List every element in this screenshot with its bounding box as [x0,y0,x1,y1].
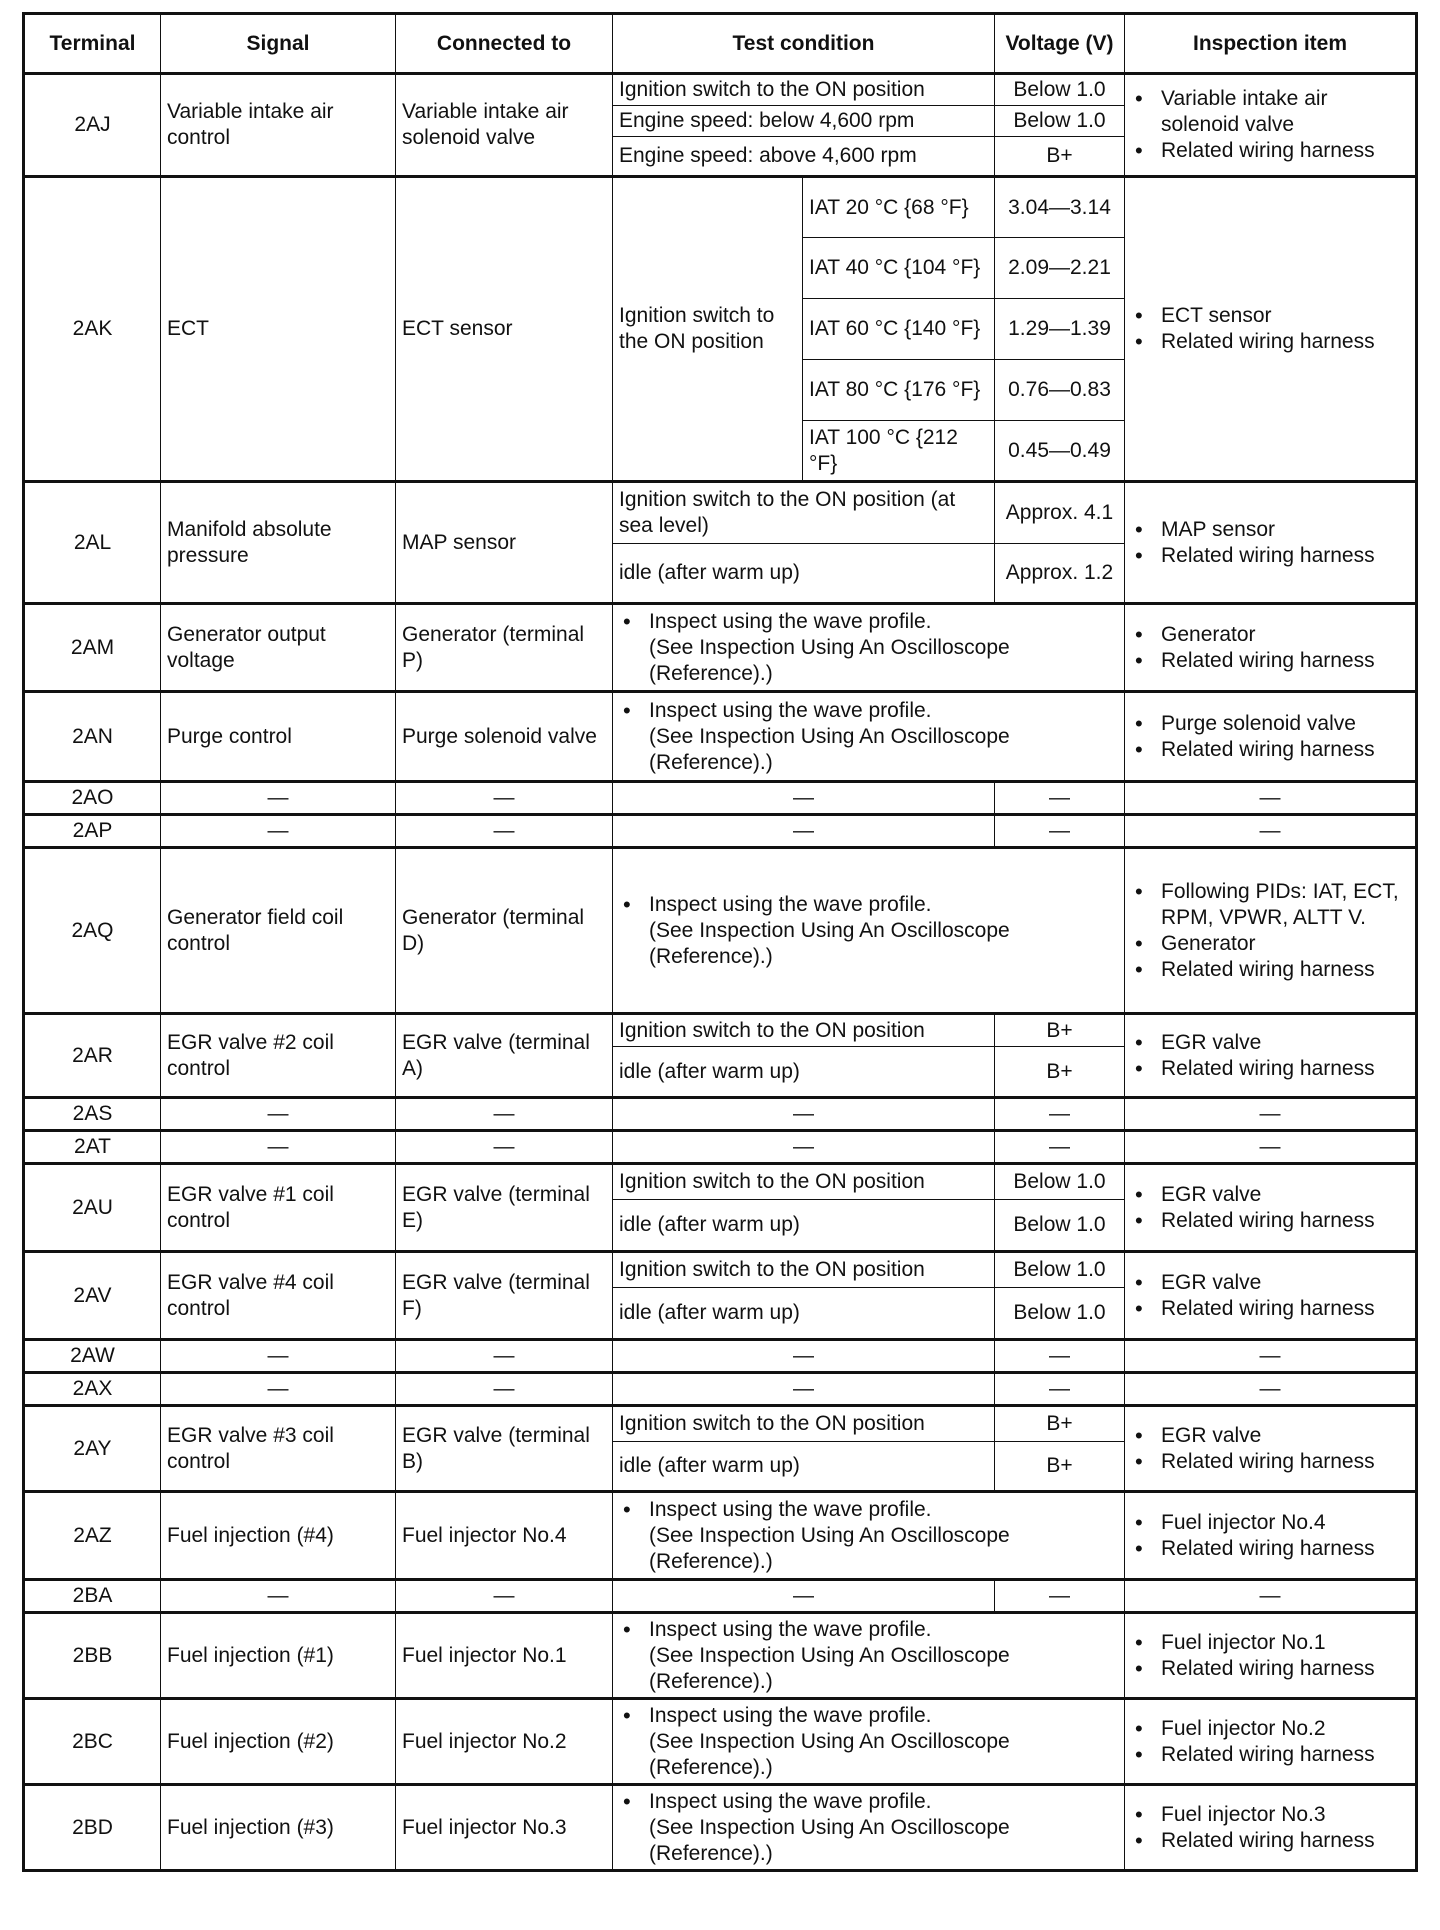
inspection-item: • Related wiring harness [1161,1536,1409,1562]
inspection-cell: — [1125,1373,1417,1406]
wave-note-text: Inspect using the wave profile. [649,892,932,916]
sub-condition-cell: IAT 40 °C {104 °F} [803,238,995,299]
inspection-cell [1125,482,1417,604]
signal-cell: Variable intake air control [161,74,396,177]
inspection-item: • Generator [1161,931,1409,957]
test-condition-cell: — [613,1098,995,1131]
sub-condition-cell: IAT 100 °C {212 °F} [803,421,995,482]
inspection-item: • EGR valve [1161,1270,1409,1296]
signal-cell: — [161,1340,396,1373]
terminal-cell: 2AU [24,1164,161,1252]
voltage-cell: 2.09—2.21 [995,238,1125,299]
voltage-cell: B+ [995,137,1125,177]
wave-note-reference: (See Inspection Using An Oscilloscope (Reference).) [649,635,1010,685]
sub-condition-cell: IAT 60 °C {140 °F} [803,299,995,360]
inspection-item: • Generator [1161,622,1409,648]
inspection-item: • Related wiring harness [1161,543,1409,569]
signal-cell: — [161,1373,396,1406]
wave-note-reference: (See Inspection Using An Oscilloscope (Reference).) [649,724,1010,774]
inspection-item: • MAP sensor [1161,517,1409,543]
inspection-item: • Related wiring harness [1161,1208,1409,1234]
voltage-cell: — [995,782,1125,815]
wave-note-text: Inspect using the wave profile. [649,1497,932,1521]
wave-profile-note [613,604,1125,692]
voltage-cell: Below 1.0 [995,106,1125,137]
voltage-cell: 0.76—0.83 [995,360,1125,421]
inspection-cell: — [1125,815,1417,848]
inspection-item: • Related wiring harness [1161,648,1409,674]
header-signal: Signal [161,14,396,74]
voltage-cell: Below 1.0 [995,74,1125,106]
terminal-cell: 2AZ [24,1492,161,1580]
voltage-cell: Below 1.0 [995,1200,1125,1252]
header-inspection-item: Inspection item [1125,14,1417,74]
table-row [24,1613,1417,1699]
signal-cell: EGR valve #2 coil control [161,1014,396,1098]
header-terminal: Terminal [24,14,161,74]
table-row [24,815,1417,848]
connected-to-cell: — [396,1340,613,1373]
inspection-cell [1125,1406,1417,1492]
terminal-cell: 2BA [24,1580,161,1613]
connected-to-cell: Purge solenoid valve [396,692,613,782]
inspection-cell [1125,177,1417,482]
test-condition-cell: Ignition switch to the ON position [613,1164,995,1200]
terminal-cell: 2AV [24,1252,161,1340]
inspection-cell: — [1125,1340,1417,1373]
signal-cell: EGR valve #4 coil control [161,1252,396,1340]
inspection-item: • EGR valve [1161,1182,1409,1208]
voltage-cell: B+ [995,1442,1125,1492]
test-condition-cell: — [613,1580,995,1613]
connected-to-cell: EGR valve (terminal A) [396,1014,613,1098]
test-condition-cell: — [613,1340,995,1373]
inspection-cell [1125,692,1417,782]
inspection-cell [1125,1785,1417,1871]
wave-note-reference: (See Inspection Using An Oscilloscope (Reference).) [649,1815,1010,1865]
terminal-cell: 2AT [24,1131,161,1164]
voltage-cell: — [995,815,1125,848]
table-row [24,1785,1417,1871]
terminal-cell: 2AQ [24,848,161,1014]
inspection-item: • ECT sensor [1161,303,1409,329]
connected-to-cell: Generator (terminal P) [396,604,613,692]
wave-note-reference: (See Inspection Using An Oscilloscope (Reference).) [649,1729,1010,1779]
terminal-cell: 2AL [24,482,161,604]
connected-to-cell: EGR valve (terminal F) [396,1252,613,1340]
inspection-item: • Fuel injector No.4 [1161,1510,1409,1536]
table-row [24,1699,1417,1785]
inspection-cell [1125,1613,1417,1699]
terminal-cell: 2AX [24,1373,161,1406]
signal-cell: Manifold absolute pressure [161,482,396,604]
table-row [24,848,1417,1014]
test-condition-cell: idle (after warm up) [613,1200,995,1252]
wave-profile-note [613,1492,1125,1580]
test-condition-cell: Engine speed: above 4,600 rpm [613,137,995,177]
signal-cell: Fuel injection (#4) [161,1492,396,1580]
test-condition-cell: — [613,1373,995,1406]
wave-profile-note [613,1613,1125,1699]
inspection-cell: — [1125,1098,1417,1131]
table-row [24,692,1417,782]
test-condition-cell: idle (after warm up) [613,1288,995,1340]
connected-to-cell: Generator (terminal D) [396,848,613,1014]
terminal-cell: 2AK [24,177,161,482]
signal-cell: Purge control [161,692,396,782]
terminal-cell: 2AN [24,692,161,782]
voltage-cell: B+ [995,1014,1125,1047]
wave-note-text: Inspect using the wave profile. [649,1617,932,1641]
voltage-cell: 3.04—3.14 [995,177,1125,238]
inspection-item: • Related wiring harness [1161,1056,1409,1082]
table-row [24,1340,1417,1373]
table-row [24,177,1417,238]
signal-cell: — [161,782,396,815]
signal-cell: — [161,815,396,848]
connected-to-cell: — [396,1373,613,1406]
voltage-cell: 0.45—0.49 [995,421,1125,482]
inspection-item: • EGR valve [1161,1030,1409,1056]
inspection-item: • Variable intake air solenoid valve [1161,86,1409,138]
wave-note-text: Inspect using the wave profile. [649,609,932,633]
table-row [24,482,1417,544]
voltage-cell: Approx. 1.2 [995,544,1125,604]
test-condition-cell: idle (after warm up) [613,1047,995,1098]
inspection-item: • Related wiring harness [1161,1742,1409,1768]
connected-to-cell: Fuel injector No.4 [396,1492,613,1580]
wave-profile-note [613,1785,1125,1871]
connected-to-cell: Variable intake air solenoid valve [396,74,613,177]
voltage-cell: Below 1.0 [995,1288,1125,1340]
inspection-item: • Purge solenoid valve [1161,711,1409,737]
terminal-cell: 2BC [24,1699,161,1785]
terminal-cell: 2AR [24,1014,161,1098]
wave-note-reference: (See Inspection Using An Oscilloscope (Reference).) [649,1643,1010,1693]
wave-note-text: Inspect using the wave profile. [649,698,932,722]
voltage-cell: — [995,1131,1125,1164]
wave-profile-note [613,848,1125,1014]
table-row [24,1014,1417,1047]
sub-condition-cell: IAT 80 °C {176 °F} [803,360,995,421]
inspection-cell: — [1125,782,1417,815]
wave-note-reference: (See Inspection Using An Oscilloscope (Reference).) [649,1523,1010,1573]
terminal-cell: 2BD [24,1785,161,1871]
test-condition-cell: Ignition switch to the ON position [613,1406,995,1442]
voltage-cell: — [995,1373,1125,1406]
inspection-item: • Fuel injector No.1 [1161,1630,1409,1656]
test-condition-cell: — [613,1131,995,1164]
signal-cell: — [161,1580,396,1613]
terminal-cell: 2AM [24,604,161,692]
test-condition-cell: Ignition switch to the ON position [613,74,995,106]
connected-to-cell: ECT sensor [396,177,613,482]
inspection-item: • Following PIDs: IAT, ECT, RPM, VPWR, ALTT V. [1161,879,1409,931]
voltage-cell: — [995,1580,1125,1613]
header-test-condition: Test condition [613,14,995,74]
connected-to-cell: — [396,1131,613,1164]
test-condition-cell: Ignition switch to the ON position [613,177,803,482]
test-condition-cell: Ignition switch to the ON position [613,1252,995,1288]
terminal-cell: 2AO [24,782,161,815]
wave-note-reference: (See Inspection Using An Oscilloscope (Reference).) [649,918,1010,968]
inspection-item: • Related wiring harness [1161,1828,1409,1854]
inspection-item: • Related wiring harness [1161,138,1409,164]
table-row [24,1580,1417,1613]
terminal-cell: 2AW [24,1340,161,1373]
table-row [24,782,1417,815]
inspection-cell: — [1125,1131,1417,1164]
voltage-cell: B+ [995,1406,1125,1442]
header-connected-to: Connected to [396,14,613,74]
connected-to-cell: EGR valve (terminal E) [396,1164,613,1252]
voltage-cell: Approx. 4.1 [995,482,1125,544]
connected-to-cell: — [396,1098,613,1131]
inspection-cell [1125,1014,1417,1098]
header-row [24,14,1417,74]
test-condition-cell: — [613,782,995,815]
inspection-item: • Fuel injector No.3 [1161,1802,1409,1828]
test-condition-cell: — [613,815,995,848]
signal-cell: Fuel injection (#2) [161,1699,396,1785]
inspection-item: • Related wiring harness [1161,957,1409,983]
terminal-cell: 2AY [24,1406,161,1492]
connected-to-cell: Fuel injector No.1 [396,1613,613,1699]
inspection-item: • Related wiring harness [1161,1296,1409,1322]
test-condition-cell: Ignition switch to the ON position [613,1014,995,1047]
signal-cell: — [161,1098,396,1131]
sub-condition-cell: IAT 20 °C {68 °F} [803,177,995,238]
signal-cell: Fuel injection (#1) [161,1613,396,1699]
table-row [24,1131,1417,1164]
connected-to-cell: EGR valve (terminal B) [396,1406,613,1492]
inspection-item: • Fuel injector No.2 [1161,1716,1409,1742]
connected-to-cell: Fuel injector No.2 [396,1699,613,1785]
signal-cell: — [161,1131,396,1164]
table-row [24,1373,1417,1406]
table-row [24,1164,1417,1200]
table-row [24,1406,1417,1442]
table-row [24,1492,1417,1580]
connected-to-cell: — [396,782,613,815]
inspection-cell [1125,1164,1417,1252]
inspection-item: • EGR valve [1161,1423,1409,1449]
inspection-item: • Related wiring harness [1161,737,1409,763]
terminal-cell: 2AJ [24,74,161,177]
table-row [24,1098,1417,1131]
signal-cell: EGR valve #3 coil control [161,1406,396,1492]
header-voltage: Voltage (V) [995,14,1125,74]
table-row [24,604,1417,692]
signal-cell: Fuel injection (#3) [161,1785,396,1871]
test-condition-cell: idle (after warm up) [613,544,995,604]
table-row [24,74,1417,106]
wave-profile-note [613,1699,1125,1785]
inspection-item: • Related wiring harness [1161,1449,1409,1475]
connected-to-cell: — [396,1580,613,1613]
terminal-cell: 2BB [24,1613,161,1699]
wave-profile-note [613,692,1125,782]
connected-to-cell: MAP sensor [396,482,613,604]
voltage-cell: — [995,1098,1125,1131]
wave-note-text: Inspect using the wave profile. [649,1789,932,1813]
inspection-item: • Related wiring harness [1161,1656,1409,1682]
voltage-cell: Below 1.0 [995,1164,1125,1200]
terminal-cell: 2AS [24,1098,161,1131]
inspection-item: • Related wiring harness [1161,329,1409,355]
inspection-cell [1125,1252,1417,1340]
test-condition-cell: idle (after warm up) [613,1442,995,1492]
inspection-cell [1125,604,1417,692]
signal-cell: Generator output voltage [161,604,396,692]
terminal-cell: 2AP [24,815,161,848]
signal-cell: EGR valve #1 coil control [161,1164,396,1252]
connected-to-cell: Fuel injector No.3 [396,1785,613,1871]
inspection-cell [1125,1699,1417,1785]
wave-note-text: Inspect using the wave profile. [649,1703,932,1727]
table-row [24,1252,1417,1288]
voltage-cell: B+ [995,1047,1125,1098]
terminal-inspection-table [22,12,1418,1872]
voltage-cell: — [995,1340,1125,1373]
inspection-cell: — [1125,1580,1417,1613]
voltage-cell: 1.29—1.39 [995,299,1125,360]
inspection-cell [1125,1492,1417,1580]
voltage-cell: Below 1.0 [995,1252,1125,1288]
test-condition-cell: Engine speed: below 4,600 rpm [613,106,995,137]
test-condition-cell: Ignition switch to the ON position (at sea level) [613,482,995,544]
inspection-cell [1125,74,1417,177]
signal-cell: Generator field coil control [161,848,396,1014]
connected-to-cell: — [396,815,613,848]
signal-cell: ECT [161,177,396,482]
inspection-cell [1125,848,1417,1014]
